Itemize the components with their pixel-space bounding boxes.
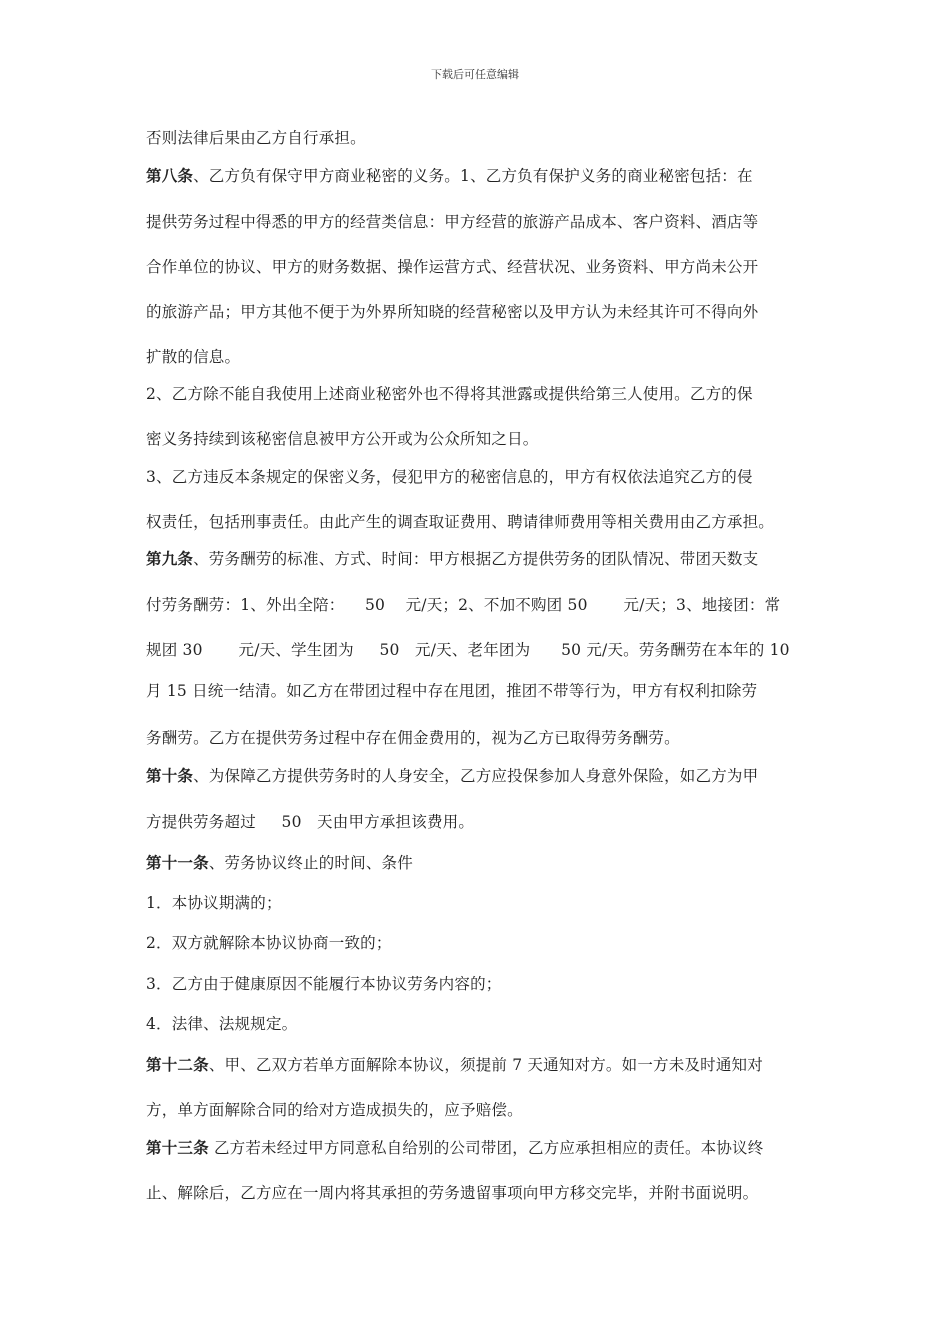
paragraph-line — [146, 257, 814, 277]
paragraph-line — [146, 302, 814, 322]
article-heading: 第十三条 — [146, 1138, 209, 1157]
paragraph-line — [146, 166, 814, 186]
paragraph-line — [146, 347, 814, 367]
page-header: 下载后可任意编辑 — [431, 68, 519, 81]
paragraph-line — [146, 512, 814, 532]
line-text: 4．法律、法规规定。 — [146, 1015, 298, 1033]
paragraph-line — [146, 933, 814, 953]
line-text: 止、解除后，乙方应在一周内将其承担的劳务遗留事项向甲方移交完毕，并附书面说明。 — [146, 1184, 759, 1202]
paragraph-line — [146, 853, 814, 873]
line-text: 2、乙方除不能自我使用上述商业秘密外也不得将其泄露或提供给第三人使用。乙方的保 — [146, 385, 753, 403]
line-text: 、乙方负有保守甲方商业秘密的义务。1、乙方负有保护义务的商业秘密包括：在 — [193, 167, 753, 185]
paragraph-line — [146, 728, 814, 748]
paragraph-line — [146, 595, 814, 615]
paragraph-line — [146, 893, 814, 913]
paragraph-line — [146, 1183, 814, 1203]
line-text: 、为保障乙方提供劳务时的人身安全，乙方应投保参加人身意外保险，如乙方为甲 — [193, 767, 759, 785]
line-text: 、劳务酬劳的标准、方式、时间：甲方根据乙方提供劳务的团队情况、带团天数支 — [193, 550, 759, 568]
line-text: 规团 30 元/天、学生团为 50 元/天、老年团为 50 元/天。劳务酬劳在本年的 10 — [146, 641, 790, 659]
line-text: 权责任，包括刑事责任。由此产生的调查取证费用、聘请律师费用等相关费用由乙方承担。 — [146, 513, 775, 531]
line-text: 否则法律后果由乙方自行承担。 — [146, 129, 366, 147]
line-text: 提供劳务过程中得悉的甲方的经营类信息：甲方经营的旅游产品成本、客户资料、酒店等 — [146, 213, 759, 231]
line-text: 1．本协议期满的； — [146, 894, 282, 912]
line-text: 乙方若未经过甲方同意私自给别的公司带团，乙方应承担相应的责任。本协议终 — [208, 1139, 764, 1157]
article-heading: 第十条 — [146, 766, 194, 785]
line-text: 密义务持续到该秘密信息被甲方公开或为公众所知之日。 — [146, 430, 539, 448]
paragraph-line — [146, 1100, 814, 1120]
paragraph-line — [146, 549, 814, 569]
line-text: 合作单位的协议、甲方的财务数据、操作运营方式、经营状况、业务资料、甲方尚未公开 — [146, 258, 759, 276]
article-heading: 第十一条 — [146, 853, 209, 872]
paragraph-line — [146, 429, 814, 449]
line-text: 务酬劳。乙方在提供劳务过程中存在佣金费用的，视为乙方已取得劳务酬劳。 — [146, 729, 680, 747]
line-text: 3、乙方违反本条规定的保密义务，侵犯甲方的秘密信息的，甲方有权依法追究乙方的侵 — [146, 468, 753, 486]
paragraph-line — [146, 640, 814, 660]
line-text: 2．双方就解除本协议协商一致的； — [146, 934, 392, 952]
line-text: 方提供劳务超过 50 天由甲方承担该费用。 — [146, 813, 475, 831]
line-text: 月 15 日统一结清。如乙方在带团过程中存在甩团，推团不带等行为，甲方有权利扣除劳 — [146, 682, 758, 700]
paragraph-line — [146, 974, 814, 994]
line-text: 3．乙方由于健康原因不能履行本协议劳务内容的； — [146, 975, 502, 993]
paragraph-line — [146, 128, 814, 148]
paragraph-line — [146, 384, 814, 404]
paragraph-line — [146, 812, 814, 832]
paragraph-line — [146, 766, 814, 786]
paragraph-line — [146, 1055, 814, 1075]
article-heading: 第九条 — [146, 549, 194, 568]
paragraph-line — [146, 1014, 814, 1034]
line-text: 付劳务酬劳：1、外出全陪： 50 元/天；2、不加不购团 50 元/天；3、地接团：常 — [146, 596, 781, 614]
article-heading: 第八条 — [146, 166, 194, 185]
paragraph-line — [146, 212, 814, 232]
paragraph-line — [146, 467, 814, 487]
line-text: 的旅游产品；甲方其他不便于为外界所知晓的经营秘密以及甲方认为未经其许可不得向外 — [146, 303, 759, 321]
line-text: 扩散的信息。 — [146, 348, 241, 366]
article-heading: 第十二条 — [146, 1055, 209, 1074]
line-text: 、甲、乙双方若单方面解除本协议，须提前 7 天通知对方。如一方未及时通知对 — [208, 1056, 763, 1074]
line-text: 、劳务协议终止的时间、条件 — [208, 854, 413, 872]
paragraph-line — [146, 1138, 814, 1158]
paragraph-line — [146, 681, 814, 701]
line-text: 方，单方面解除合同的给对方造成损失的，应予赔偿。 — [146, 1101, 523, 1119]
